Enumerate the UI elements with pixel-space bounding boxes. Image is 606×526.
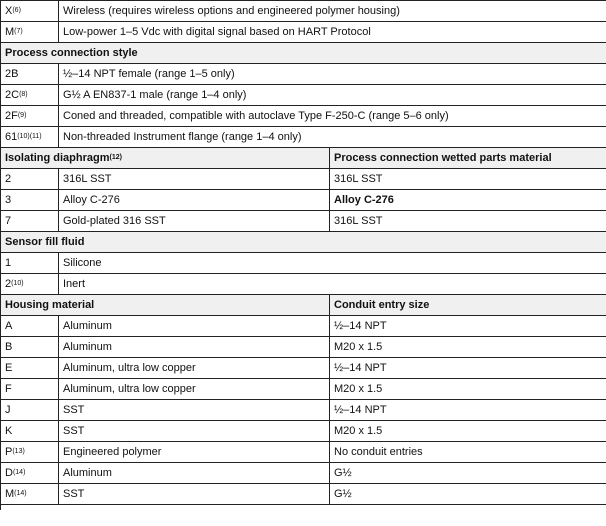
footnote-ref: (10)(11) [17,132,42,140]
option-code: B [1,337,59,358]
column-title: Conduit entry size [330,295,606,316]
wetted-material: 316L SST [330,211,606,232]
option-code: E [1,358,59,379]
section-title: Process connection style [1,43,606,64]
footnote-ref: (6) [12,6,21,14]
option-code: 2 [1,169,59,190]
section-title: Housing material [1,295,330,316]
table-row [1,253,606,274]
table-row [1,169,606,190]
column-title: Process connection wetted parts material [330,148,606,169]
table-row [1,442,606,463]
housing-material: Aluminum [59,316,330,337]
option-description: Coned and threaded, compatible with autoclave Type F-250-C (range 5–6 only) [59,106,606,127]
footnote-ref: (9) [17,111,27,119]
option-description: G½ A EN837-1 male (range 1–4 only) [59,85,606,106]
conduit-size: M20 x 1.5 [330,337,606,358]
option-code: $X^{(6)}$ [1,1,59,22]
option-code: K [1,421,59,442]
housing-material: Aluminum, ultra low copper [59,379,330,400]
option-description: Low-power 1–5 Vdc with digital signal based on HART Protocol [59,22,606,43]
section-title: Isolating diaphragm$^{(12)}$ [1,148,330,169]
option-description: Inert [59,274,606,295]
table-row [1,463,606,484]
table-row [1,274,606,295]
section-header-housing [1,295,606,316]
option-description: Wireless (requires wireless options and engineered polymer housing) [59,1,606,22]
table-row [1,358,606,379]
footnote-ref: (8) [19,90,28,98]
housing-material: SST [59,400,330,421]
option-code: $D^{(14)}$ [1,463,59,484]
footnote-ref: (13) [12,447,25,455]
housing-material: Engineered polymer [59,442,330,463]
table-row [1,484,606,505]
option-code: $61^{(10)(11)}$ [1,127,59,148]
conduit-size: ½–14 NPT [330,316,606,337]
option-code: 1 [1,253,59,274]
footnote-ref: (10) [11,279,24,287]
footnote-ref: (14) [14,489,27,497]
diaphragm-material: 316L SST [59,169,330,190]
table-row [1,421,606,442]
section-title: Sensor fill fluid [1,232,606,253]
diaphragm-material: Gold-plated 316 SST [59,211,330,232]
footnote-ref: (14) [12,468,26,476]
footnote-ref: (7) [14,27,23,35]
option-code: $M^{(7)}$ [1,22,59,43]
table-row [1,106,606,127]
section-header-isolating-diaphragm [1,148,606,169]
option-code: $2C^{(8)}$ [1,85,59,106]
option-code: $P^{(13)}$ [1,442,59,463]
conduit-size: G½ [330,463,606,484]
conduit-size: ½–14 NPT [330,400,606,421]
option-code: F [1,379,59,400]
option-code: $2F^{(9)}$ [1,106,59,127]
table-row [1,211,606,232]
cutoff-cell [1,505,606,511]
table-row [1,190,606,211]
table-row [1,400,606,421]
option-code: 3 [1,190,59,211]
option-description: Silicone [59,253,606,274]
option-code: 2$^{(10)}$ [1,274,59,295]
table-row [1,337,606,358]
option-code: 7 [1,211,59,232]
table-row [1,64,606,85]
table-row [1,85,606,106]
table-row [1,1,606,22]
conduit-size: G½ [330,484,606,505]
conduit-size: ½–14 NPT [330,358,606,379]
diaphragm-material: Alloy C-276 [59,190,330,211]
wetted-material: Alloy C-276 [330,190,606,211]
option-code: $M^{(14)}$ [1,484,59,505]
option-description: ½–14 NPT female (range 1–5 only) [59,64,606,85]
conduit-size: M20 x 1.5 [330,421,606,442]
housing-material: SST [59,421,330,442]
conduit-size: M20 x 1.5 [330,379,606,400]
section-header-process-connection [1,43,606,64]
option-code: J [1,400,59,421]
table-row-cutoff [1,505,606,511]
table-row [1,22,606,43]
option-description: Non-threaded Instrument flange (range 1–4 only) [59,127,606,148]
option-code: A [1,316,59,337]
wetted-material: 316L SST [330,169,606,190]
table-row [1,379,606,400]
table-row [1,316,606,337]
housing-material: SST [59,484,330,505]
conduit-size: No conduit entries [330,442,606,463]
housing-material: Aluminum [59,463,330,484]
housing-material: Aluminum [59,337,330,358]
housing-material: Aluminum, ultra low copper [59,358,330,379]
footnote-ref: (12) [109,153,122,161]
section-header-sensor-fill [1,232,606,253]
table-row [1,127,606,148]
option-code: 2B [1,64,59,85]
